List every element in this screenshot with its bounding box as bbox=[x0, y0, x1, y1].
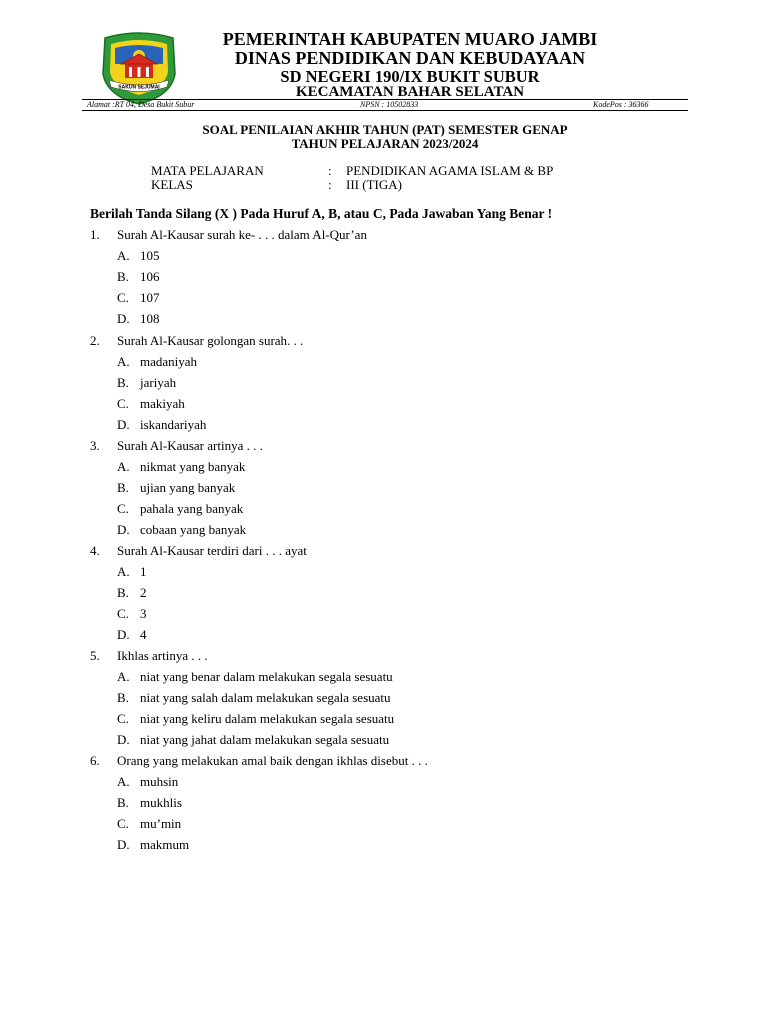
question-text: Ikhlas artinya . . . bbox=[117, 648, 208, 663]
header-npsn: NPSN : 10502833 bbox=[360, 100, 419, 109]
option-text: makmum bbox=[140, 837, 190, 852]
question-number: 3. bbox=[90, 438, 100, 453]
header-department: DINAS PENDIDIKAN DAN KEBUDAYAAN bbox=[234, 48, 586, 68]
option-text: 107 bbox=[140, 290, 160, 305]
option-text: 105 bbox=[140, 248, 160, 263]
question-number: 5. bbox=[90, 648, 100, 663]
option-text: pahala yang banyak bbox=[140, 501, 244, 516]
question-number: 1. bbox=[90, 227, 100, 242]
option-letter: C. bbox=[117, 816, 129, 831]
option-text: muhsin bbox=[140, 774, 179, 789]
option-text: madaniyah bbox=[140, 354, 198, 369]
question-number: 6. bbox=[90, 753, 100, 768]
option-letter: D. bbox=[117, 417, 130, 432]
option-text: nikmat yang banyak bbox=[140, 459, 246, 474]
question-text: Surah Al-Kausar surah ke- . . . dalam Al-Qur’an bbox=[117, 227, 367, 242]
option-text: jariyah bbox=[140, 375, 177, 390]
option-letter: B. bbox=[117, 269, 129, 284]
option-text: 108 bbox=[140, 311, 160, 326]
question-text: Surah Al-Kausar golongan surah. . . bbox=[117, 333, 304, 348]
option-text: 3 bbox=[140, 606, 147, 621]
header-school: SD NEGERI 190/IX BUKIT SUBUR bbox=[280, 67, 540, 86]
subject-label: MATA PELAJARAN bbox=[151, 163, 264, 178]
option-text: iskandariyah bbox=[140, 417, 207, 432]
option-letter: B. bbox=[117, 585, 129, 600]
header-government: PEMERINTAH KABUPATEN MUARO JAMBI bbox=[222, 29, 598, 49]
option-text: 4 bbox=[140, 627, 147, 642]
option-letter: C. bbox=[117, 290, 129, 305]
option-text: mukhlis bbox=[140, 795, 182, 810]
option-letter: D. bbox=[117, 522, 130, 537]
question-number: 2. bbox=[90, 333, 100, 348]
header-district: KECAMATAN BAHAR SELATAN bbox=[295, 84, 525, 100]
subject-separator: : bbox=[328, 163, 332, 178]
class-label: KELAS bbox=[151, 177, 193, 192]
option-letter: B. bbox=[117, 690, 129, 705]
option-letter: D. bbox=[117, 627, 130, 642]
option-text: cobaan yang banyak bbox=[140, 522, 247, 537]
school-logo bbox=[99, 30, 179, 106]
option-text: mu’min bbox=[140, 816, 182, 831]
option-letter: D. bbox=[117, 311, 130, 326]
question-number: 4. bbox=[90, 543, 100, 558]
option-letter: A. bbox=[117, 248, 130, 263]
option-text: niat yang benar dalam melakukan segala sesuatu bbox=[140, 669, 393, 684]
logo-ribbon-text: SAKUN SEJUMAI bbox=[118, 84, 160, 91]
option-letter: C. bbox=[117, 606, 129, 621]
class-separator: : bbox=[328, 177, 332, 192]
option-letter: C. bbox=[117, 501, 129, 516]
header-address: Alamat :RT 04, Desa Bukit Subur bbox=[87, 100, 195, 109]
option-letter: D. bbox=[117, 732, 130, 747]
subject-value: PENDIDIKAN AGAMA ISLAM & BP bbox=[346, 163, 554, 178]
question-text: Orang yang melakukan amal baik dengan ikhlas disebut . . . bbox=[117, 753, 428, 768]
question-text: Surah Al-Kausar terdiri dari . . . ayat bbox=[117, 543, 307, 558]
option-text: niat yang keliru dalam melakukan segala sesuatu bbox=[140, 711, 395, 726]
option-text: niat yang jahat dalam melakukan segala sesuatu bbox=[140, 732, 390, 747]
option-letter: C. bbox=[117, 711, 129, 726]
question-text: Surah Al-Kausar artinya . . . bbox=[117, 438, 263, 453]
option-text: makiyah bbox=[140, 396, 185, 411]
header-rule-bottom bbox=[82, 110, 688, 111]
option-letter: A. bbox=[117, 459, 130, 474]
option-text: ujian yang banyak bbox=[140, 480, 236, 495]
exam-year: TAHUN PELAJARAN 2023/2024 bbox=[291, 136, 479, 151]
option-letter: A. bbox=[117, 564, 130, 579]
option-letter: D. bbox=[117, 837, 130, 852]
option-letter: A. bbox=[117, 354, 130, 369]
option-letter: C. bbox=[117, 396, 129, 411]
option-letter: B. bbox=[117, 480, 129, 495]
option-text: 1 bbox=[140, 564, 147, 579]
option-text: 2 bbox=[140, 585, 147, 600]
class-value: III (TIGA) bbox=[346, 177, 402, 192]
option-text: niat yang salah dalam melakukan segala sesuatu bbox=[140, 690, 391, 705]
option-letter: B. bbox=[117, 375, 129, 390]
instruction: Berilah Tanda Silang (X ) Pada Huruf A, B, atau C, Pada Jawaban Yang Benar ! bbox=[90, 206, 553, 221]
option-letter: B. bbox=[117, 795, 129, 810]
header-postcode: KodePos : 36366 bbox=[593, 100, 649, 109]
option-letter: A. bbox=[117, 669, 130, 684]
exam-title: SOAL PENILAIAN AKHIR TAHUN (PAT) SEMESTER GENAP bbox=[202, 122, 568, 137]
option-text: 106 bbox=[140, 269, 160, 284]
option-letter: A. bbox=[117, 774, 130, 789]
